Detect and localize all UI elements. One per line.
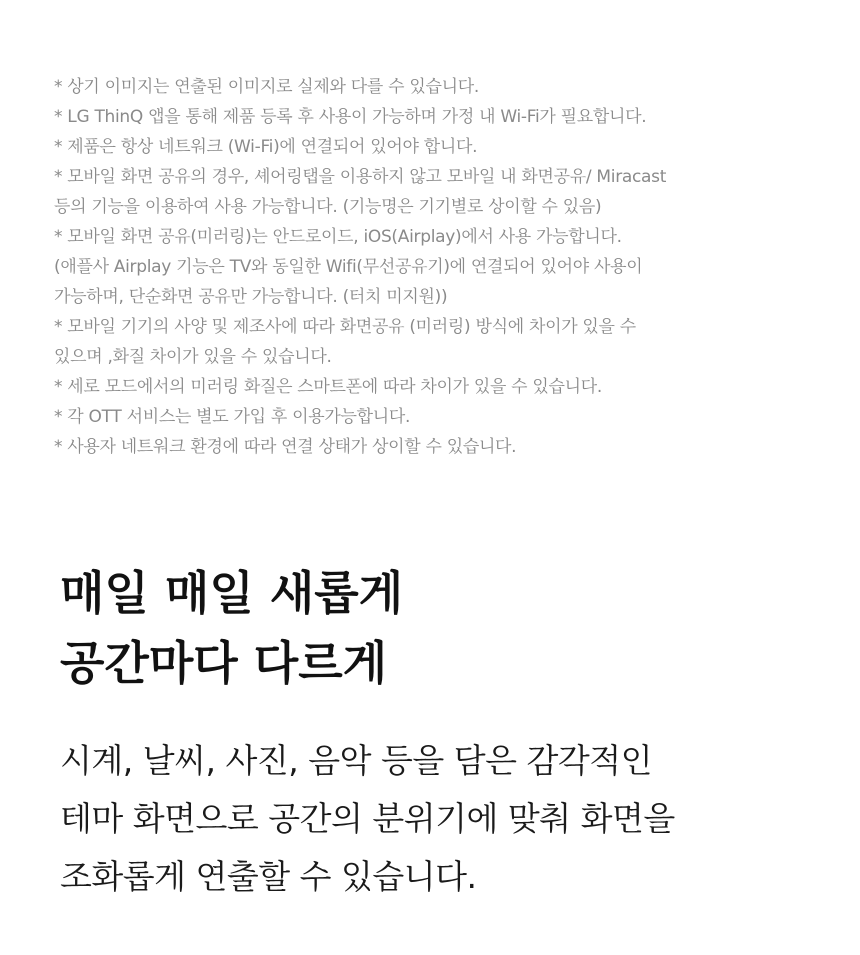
disclaimer-line: 등의 기능을 이용하여 사용 가능합니다. (기능명은 기기별로 상이할 수 있음) [54, 197, 602, 217]
disclaimer-line: 있으며 ,화질 차이가 있을 수 있습니다. [54, 347, 332, 367]
disclaimer-line: * 사용자 네트워크 환경에 따라 연결 상태가 상이할 수 있습니다. [54, 437, 517, 457]
disclaimer-line: * 세로 모드에서의 미러링 화질은 스마트폰에 따라 차이가 있을 수 있습니다. [54, 377, 603, 397]
disclaimer-line: * 각 OTT 서비스는 별도 가입 후 이용가능합니다. [54, 407, 411, 427]
disclaimer-line: 가능하며, 단순화면 공유만 가능합니다. (터치 미지원)) [54, 287, 448, 307]
description-line-2: 테마 화면으로 공간의 분위기에 맞춰 화면을 [60, 799, 675, 838]
description-line-1: 시계, 날씨, 사진, 음악 등을 담은 감각적인 [60, 741, 652, 780]
section-headline [60, 558, 403, 698]
disclaimer-line: * LG ThinQ 앱을 통해 제품 등록 후 사용이 가능하며 가정 내 Wi-Fi가 필요합니다. [54, 107, 647, 127]
disclaimer-line: * 제품은 항상 네트워크 (Wi-Fi)에 연결되어 있어야 합니다. [54, 137, 478, 157]
disclaimer-line: * 모바일 화면 공유의 경우, 셰어링탭을 이용하지 않고 모바일 내 화면공유/ Miracast [54, 167, 667, 187]
disclaimer-line: * 모바일 화면 공유(미러링)는 안드로이드, iOS(Airplay)에서 사용 가능합니다. [54, 227, 622, 247]
disclaimer-line: * 모바일 기기의 사양 및 제조사에 따라 화면공유 (미러링) 방식에 차이가 있을 수 [54, 317, 636, 337]
disclaimer-line: (애플사 Airplay 기능은 TV와 동일한 Wifi(무선공유기)에 연결되어 있어야 사용이 [54, 257, 643, 277]
headline-line-1: 매일 매일 새롭게 [60, 566, 404, 620]
description-line-3: 조화롭게 연출할 수 있습니다. [60, 857, 477, 896]
headline-line-2: 공간마다 다르게 [60, 636, 388, 690]
section-description [60, 732, 675, 906]
disclaimer-notes [54, 72, 814, 462]
disclaimer-line: * 상기 이미지는 연출된 이미지로 실제와 다를 수 있습니다. [54, 77, 479, 97]
